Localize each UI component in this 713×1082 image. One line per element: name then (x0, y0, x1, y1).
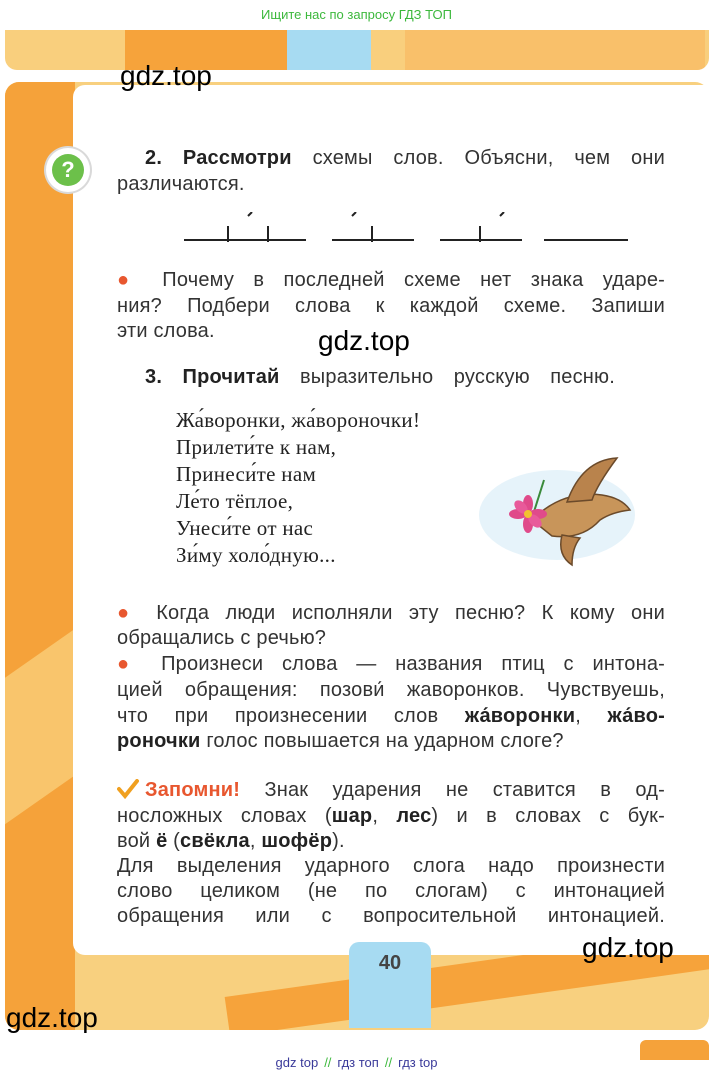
remember-line3: вой ё (свёкла, шофёр). (117, 830, 345, 852)
task2-line2: различаются. (117, 173, 245, 195)
top-banner[interactable]: Ищите нас по запросу ГДЗ ТОП (261, 7, 452, 22)
bullet-icon: ● (117, 602, 140, 624)
remember-line5: слово целиком (не по слогам) с интонацией (117, 880, 665, 902)
bullet-icon: ● (117, 269, 143, 291)
question3-line3: что при произнесении слов жа́воронки, жа́во- (117, 705, 666, 727)
page-number: 40 (378, 952, 402, 974)
top-decor-strip (5, 30, 709, 70)
task2-number: 2. (145, 147, 163, 169)
poem-line: Прилети́те к нам, (176, 435, 337, 459)
remember-line2: носложных словах (шар, лес) и в словах с бук- (117, 805, 665, 827)
watermark: gdz.top (6, 1002, 98, 1033)
watermark: gdz.top (120, 60, 212, 91)
remember-line4: Для выделения ударного слога надо произнести (117, 855, 665, 877)
footer-link[interactable]: gdz top (275, 1055, 319, 1070)
footer: gdz top // гдз топ // гдз top (275, 1055, 438, 1070)
watermark: gdz.top (582, 932, 674, 963)
question3-line4: роночки голос повышается на ударном слоге? (117, 730, 564, 752)
task2-text: схемы слов. Объясни, чем они (312, 147, 665, 169)
word-schemes (184, 212, 630, 248)
task3-verb: Прочитай (182, 366, 280, 388)
task3-number: 3. (145, 366, 163, 388)
poem (176, 407, 420, 569)
poem-line: Зи́му холо́дную... (176, 543, 336, 567)
remember-line6: обращения или с вопросительной интонацией. (117, 905, 665, 927)
question2-line2: обращались с речью? (117, 627, 327, 649)
poem-line: Жа́воронки, жа́вороночки! (176, 408, 421, 432)
task3-line: 3. Прочитай выразительно русскую песню. (145, 366, 616, 388)
task2-verb: Рассмотри (182, 147, 292, 169)
lark-illustration (472, 440, 642, 575)
poem-line: Принеси́те нам (176, 462, 317, 486)
question2-line1: ● Когда люди исполняли эту песню? К кому они (117, 602, 665, 624)
task2-line1 (145, 146, 665, 171)
question1-line1: ● Почему в последней схеме нет знака ударе- (117, 269, 666, 291)
footer-link[interactable]: гдз топ (337, 1055, 379, 1070)
question3-line1: ● Произнеси слова — названия птиц с интона- (117, 653, 665, 675)
footer-link[interactable]: гдз top (398, 1055, 438, 1070)
watermark: gdz.top (318, 325, 410, 356)
question-icon: ? (46, 148, 90, 192)
bullet-icon: ● (117, 653, 143, 675)
poem-line: Ле́то тёплое, (176, 489, 294, 513)
poem-line: Унеси́те от нас (176, 516, 314, 540)
remember-label: Запомни! (145, 779, 241, 801)
checkmark-icon (117, 779, 139, 799)
question3-line2: цией обращения: позови́ жаворонков. Чувствуешь, (117, 679, 665, 701)
question1-line2: ния? Подбери слова к каждой схеме. Запиши (117, 295, 665, 317)
question1-line3: эти слова. (117, 320, 215, 342)
remember-line1: Запомни! Знак ударения не ставится в од- (145, 779, 665, 801)
